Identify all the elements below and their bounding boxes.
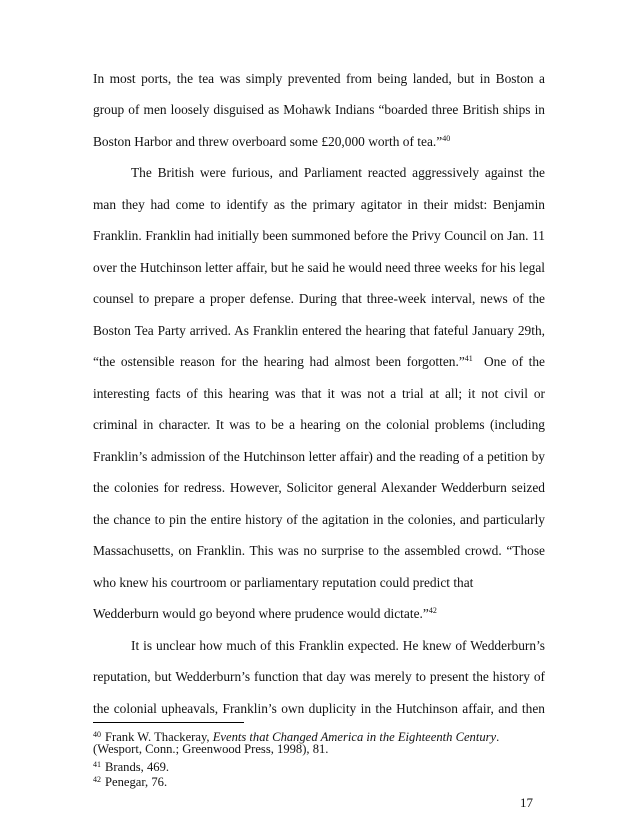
footnote-number: 42 bbox=[93, 775, 101, 784]
footnote-book-title: Events that Changed America in the Eighteenth Century bbox=[212, 730, 497, 744]
footnote-separator bbox=[93, 722, 244, 723]
body-line-8: counsel to prepare a proper defense. During that three-week interval, news of the bbox=[93, 291, 545, 306]
body-line-20: reputation, but Wedderburn’s function that day was merely to present the history of bbox=[93, 669, 545, 684]
body-line-4: The British were furious, and Parliament reacted aggressively against the bbox=[131, 165, 545, 180]
footnote-number: 40 bbox=[93, 730, 101, 739]
body-line-3: Boston Harbor and threw overboard some £20,000 worth of tea.”$^{40}$ bbox=[93, 134, 451, 149]
body-line-6: Franklin. Franklin had initially been summoned before the Privy Council on Jan. 11 bbox=[93, 228, 545, 243]
body-line-19: It is unclear how much of this Franklin expected. He knew of Wedderburn’s bbox=[131, 638, 545, 653]
footnote-42: $^{42}$ Penegar, 76. bbox=[93, 775, 168, 789]
footnote-ref-40: 40 bbox=[442, 134, 451, 143]
body-line-10: “the ostensible reason for the hearing had almost been forgotten.”$^{41}$ One of the bbox=[93, 354, 545, 369]
body-line-14: the colonies for redress. However, Solicitor general Alexander Wedderburn seized bbox=[93, 480, 545, 495]
body-line-21: the colonial upheavals, Franklin’s own duplicity in the Hutchinson affair, and then bbox=[93, 701, 545, 716]
page-number: 17 bbox=[520, 795, 533, 810]
body-line-2: group of men loosely disguised as Mohawk Indians “boarded three British ships in bbox=[93, 102, 545, 117]
body-line-13: Franklin’s admission of the Hutchinson letter affair) and the reading of a petition by bbox=[93, 449, 545, 464]
body-line-17: who knew his courtroom or parliamentary reputation could predict that bbox=[93, 575, 474, 590]
body-line-9: Boston Tea Party arrived. As Franklin entered the hearing that fateful January 29th, bbox=[93, 323, 545, 338]
body-line-7: over the Hutchinson letter affair, but he said he would need three weeks for his legal bbox=[93, 260, 545, 275]
footnote-ref-42: 42 bbox=[428, 606, 437, 615]
body-line-16: Massachusetts, on Franklin. This was no surprise to the assembled crowd. “Those bbox=[93, 543, 545, 558]
body-line-11: interesting facts of this hearing was that it was not a trial at all; it not civil or bbox=[93, 386, 545, 401]
footnote-number: 41 bbox=[93, 760, 101, 769]
footnote-40-continued: (Wesport, Conn.; Greenwood Press, 1998), 81. bbox=[93, 742, 329, 756]
body-line-15: the chance to pin the entire history of the agitation in the colonies, and particularly bbox=[93, 512, 545, 527]
footnote-40: $^{40}$ Frank W. Thackeray, Events that Changed America in the Eighteenth Century. bbox=[93, 730, 500, 744]
footnote-41: $^{41}$ Brands, 469. bbox=[93, 760, 170, 774]
body-line-5: man they had come to identify as the primary agitator in their midst: Benjamin bbox=[93, 197, 545, 212]
body-line-1: In most ports, the tea was simply prevented from being landed, but in Boston a bbox=[93, 71, 545, 86]
footnote-ref-41: 41 bbox=[464, 354, 473, 363]
body-line-12: criminal in character. It was to be a hearing on the colonial problems (including bbox=[93, 417, 545, 432]
body-line-18: Wedderburn would go beyond where prudence would dictate.”$^{42}$ bbox=[93, 606, 437, 621]
